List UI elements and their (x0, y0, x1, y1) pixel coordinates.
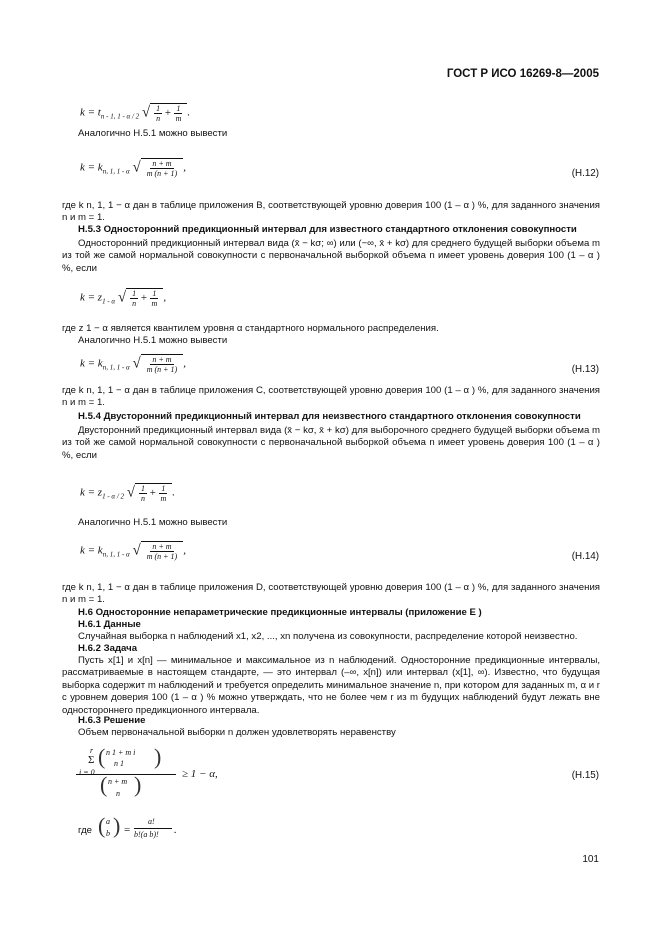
paragraph: где k n, 1, 1 − α дан в таблице приложения С, соответствующей уровню доверия 100 (1 – α ) %, для заданного значения n и m = 1. (62, 385, 600, 409)
fraction-denominator: n (141, 494, 146, 503)
fraction-denominator: m (151, 299, 158, 308)
formula-k-z-half: $k = z_{1 - \alpha / 2}$ √ $\frac{1}{n}$ + $\frac{1}{m}$ . (80, 484, 175, 503)
fraction-denominator: b!(a b)! (134, 830, 159, 839)
fraction-numerator: 1 (161, 484, 166, 493)
formula-k-z: $k = z_{1 - \alpha}$ √ $\frac{1}{n}$ + $\frac{1}{m}$ , (80, 289, 167, 308)
section-heading: Н.6.2 Задача (78, 643, 138, 654)
formula-end: , (163, 291, 167, 304)
formula-end: . (172, 486, 175, 499)
paragraph: Двусторонний предикционный интервал вида (x̄ − kσ, x̄ + kσ) для выборочного среднего будущей выборки объема m из той же самой нормальной совокупности с первоначальной выборкой объема n имеет уровень доверия 100 (1 – α ) %, если (62, 425, 600, 461)
formula-end: , (183, 357, 186, 370)
page-number: 101 (582, 854, 599, 865)
formula-subscript: n, 1, 1 - α (102, 550, 130, 559)
sum-lower: i = 0 (79, 768, 95, 777)
section-heading: Н.5.3 Односторонний предикционный интервал для известного стандартного отклонения совокупности (78, 224, 577, 235)
denominator-binomial-top: n + m (108, 777, 128, 786)
binomial-bottom: b (106, 829, 110, 838)
formula-lhs: k = k (80, 357, 103, 370)
paragraph: Односторонний предикционный интервал вида (x̄ − kσ; ∞) или (−∞, x̄ + kσ) для среднего будущей выборки объема m из той же самой нормальной совокупности с первоначальной выборкой объема n имеет уровень доверия 100 (1 – α ) %, если (62, 238, 600, 274)
formula-subscript: n, 1, 1 - α (102, 167, 130, 176)
equation-number: (Н.13) (571, 364, 599, 375)
text-line: Аналогично Н.5.1 можно вывести (78, 128, 228, 139)
fraction-numerator: a! (148, 817, 155, 826)
fraction-numerator: 1 (132, 289, 137, 298)
where-label: где (78, 825, 93, 836)
binomial-top: n 1 + m i (106, 748, 136, 757)
text-line: Объем первоначальной выборки n должен удовлетворять неравенству (78, 727, 396, 738)
formula-subscript: 1 - α / 2 (102, 492, 125, 501)
denominator-binomial-bottom: n (116, 789, 120, 798)
plus-sign: + (149, 487, 157, 500)
equals-sign: = (124, 824, 131, 836)
fraction-numerator: 1 (141, 484, 146, 493)
formula-end: . (187, 106, 191, 119)
sum-symbol: Σ (88, 754, 95, 766)
paragraph: где k n, 1, 1 − α дан в таблице приложения D, соответствующей уровню доверия 100 (1 – α ) %, для заданного значения n и m = 1. (62, 582, 600, 606)
binomial-top: a (106, 817, 110, 826)
fraction-bar (134, 828, 172, 829)
equation-number: (Н.14) (571, 551, 599, 562)
section-heading: Н.6 Односторонние непараметрические предикционные интервалы (приложение Е ) (78, 607, 482, 618)
section-heading: Н.6.1 Данные (78, 619, 141, 630)
text-line: Аналогично Н.5.1 можно вывести (78, 335, 228, 346)
sum-upper: r (90, 746, 94, 755)
fraction-denominator: m (n + 1) (146, 365, 178, 374)
formula-inequality: r Σ i = 0 ( n 1 + m i n 1 ) ( n + m n ) ≥ 1 − α, (66, 746, 276, 804)
formula-end: . (174, 824, 177, 836)
plus-sign: + (164, 107, 172, 120)
section-heading: Н.6.3 Решение (78, 715, 146, 726)
equation-number: (Н.12) (571, 168, 599, 179)
fraction-denominator: n (156, 114, 161, 123)
fraction-denominator: m (175, 114, 182, 123)
formula-lhs: k = t (80, 106, 101, 119)
fraction-numerator: 1 (156, 104, 161, 113)
text-line: Аналогично Н.5.1 можно вывести (78, 517, 228, 528)
formula-subscript: 1 - α (102, 297, 116, 306)
formula-lhs: k = z (80, 291, 103, 304)
fraction-denominator: n (132, 299, 137, 308)
fraction-denominator: m (160, 494, 167, 503)
formula-binomial-definition: где ( a b ) = a! b!(a b)! . (78, 813, 177, 839)
formula-lhs: k = k (80, 544, 103, 557)
formula-k-n13: $k = k_{n, 1, 1 - \alpha}$ √ $\frac{n + m}{m (n + 1)}$ , (80, 355, 186, 374)
fraction-denominator: m (n + 1) (146, 169, 178, 178)
plus-sign: + (140, 292, 148, 305)
formula-k-n14: $k = k_{n, 1, 1 - \alpha}$ √ $\frac{n + m}{m (n + 1)}$ , (80, 542, 186, 561)
formula-subscript: n, 1, 1 - α (102, 363, 130, 372)
fraction-numerator: n + m (152, 542, 172, 551)
formula-end: , (183, 161, 186, 174)
formula-end: , (183, 544, 186, 557)
fraction-numerator: 1 (152, 289, 157, 298)
fraction-bar (76, 774, 176, 775)
fraction-numerator: n + m (152, 159, 172, 168)
formula-k-t: $k = t_{n - 1, 1 - \alpha / 2}$ √ $\frac{1}{n}$ + $\frac{1}{m}$ . (80, 104, 191, 123)
formula-lhs: k = z (80, 486, 103, 499)
equation-number: (Н.15) (571, 770, 599, 781)
fraction-denominator: m (n + 1) (146, 552, 178, 561)
paragraph: где k n, 1, 1 − α дан в таблице приложения В, соответствующей уровню доверия 100 (1 – α ) %, для заданного значения n и m = 1. (62, 200, 600, 224)
fraction-numerator: 1 (176, 104, 181, 113)
formula-lhs: k = k (80, 161, 103, 174)
section-heading: Н.5.4 Двусторонний предикционный интервал для неизвестного стандартного отклонения совокупности (78, 411, 581, 422)
formula-subscript: n - 1, 1 - α / 2 (100, 112, 140, 121)
fraction-numerator: n + m (152, 355, 172, 364)
text-line: где z 1 − α является квантилем уровня α стандартного нормального распределения. (62, 323, 439, 334)
formula-k-n12: $k = k_{n, 1, 1 - \alpha}$ √ $\frac{n + m}{m (n + 1)}$ , (80, 159, 186, 178)
paragraph: Случайная выборка n наблюдений x1, x2, ..., xn получена из совокупности, распределение которой неизвестно. (78, 631, 578, 642)
paragraph: Пусть x[1] и x[n] — минимальное и максимальное из n наблюдений. Односторонние предикционные интервалы, рассматриваемые в настоящем стандарте, — это интервал (–∞, x[n]) или интервал (x[1], ∞). Известно, что будущая выборка содержит m наблюдений и требуется определить минимальное значение n, при котором для заданных m, α и r с уровнем доверия 100 (1 – α ) % можно утверждать, что не более чем r из m будущих наблюдений будут лежать вне одностороннего предикционного интервала. (62, 655, 600, 716)
binomial-bottom: n 1 (114, 759, 124, 768)
document-header: ГОСТ Р ИСО 16269-8—2005 (446, 68, 599, 80)
inequality-rhs: ≥ 1 − α, (182, 768, 218, 780)
